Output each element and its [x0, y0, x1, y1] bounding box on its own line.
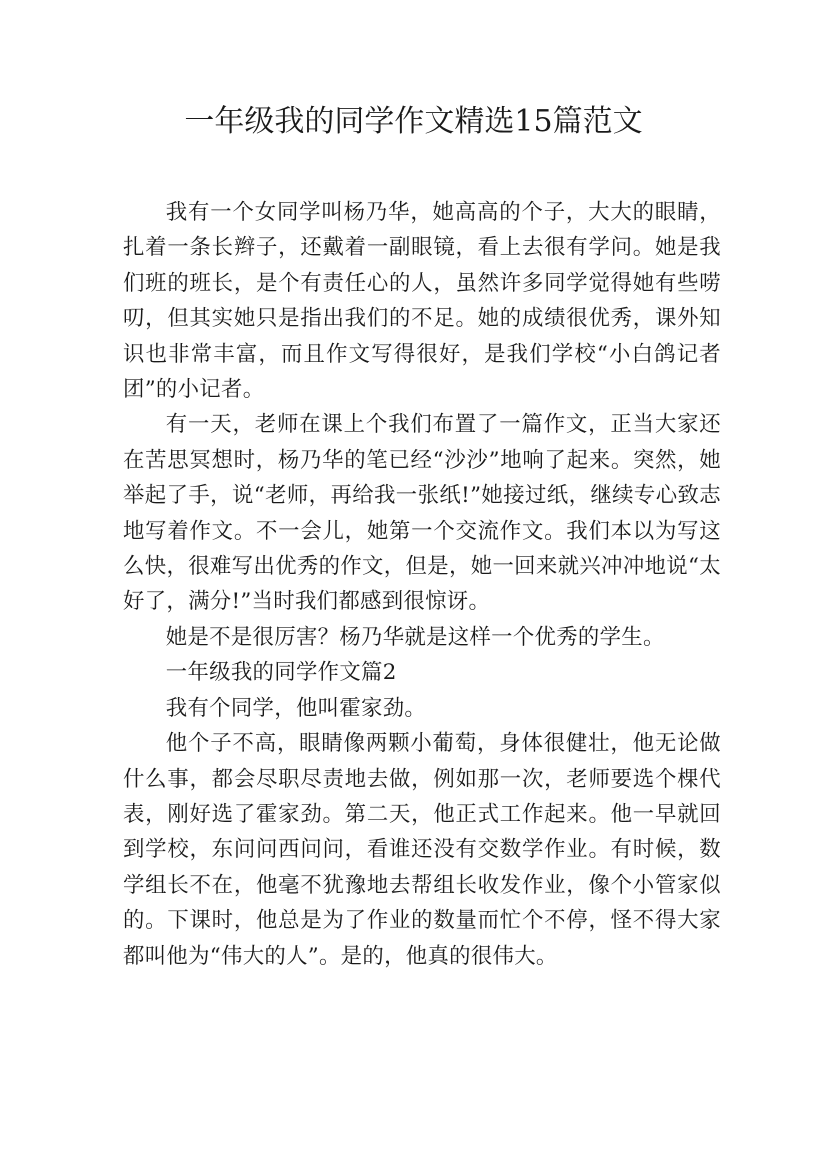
paragraph: 我有个同学，他叫霍家劲。 [165, 695, 427, 721]
document-body [123, 195, 721, 974]
paragraph: 我有一个女同学叫杨乃华，她高高的个子，大大的眼睛，扎着一条长辫子，还戴着一副眼镜，看上去很有学问。她是我们班的班长，是个有责任心的人，虽然许多同学觉得她有些唠叨，但其实她只是指出我们的不足。她的成绩很优秀，课外知识也非常丰富，而且作文写得很好，是我们学校“小白鸽记者团”的小记者。 [123, 200, 721, 403]
section-heading: 一年级我的同学作文篇2 [165, 660, 397, 686]
paragraph: 她是不是很厉害？杨乃华就是这样一个优秀的学生。 [165, 624, 665, 650]
document-title: 一年级我的同学作文精选15篇范文 [184, 104, 643, 139]
paragraph: 有一天，老师在课上个我们布置了一篇作文，正当大家还在苦思冥想时，杨乃华的笔已经“沙沙”地响了起来。突然，她举起了手，说“老师，再给我一张纸!”她接过纸，继续专心致志地写着作文。不一会儿，她第一个交流作文。我们本以为写这么快，很难写出优秀的作文，但是，她一回来就兴冲冲地说“太好了，满分!”当时我们都感到很惊讶。 [123, 412, 721, 615]
paragraph: 他个子不高，眼睛像两颗小葡萄，身体很健壮，他无论做什么事，都会尽职尽责地去做，例如那一次，老师要选个棵代表，刚好选了霍家劲。第二天，他正式工作起来。他一早就回到学校，东问问西问问，看谁还没有交数学作业。有时候，数学组长不在，他毫不犹豫地去帮组长收发作业，像个小管家似的。下课时，他总是为了作业的数量而忙个不停，怪不得大家都叫他为“伟大的人”。是的，他真的很伟大。 [123, 731, 721, 969]
